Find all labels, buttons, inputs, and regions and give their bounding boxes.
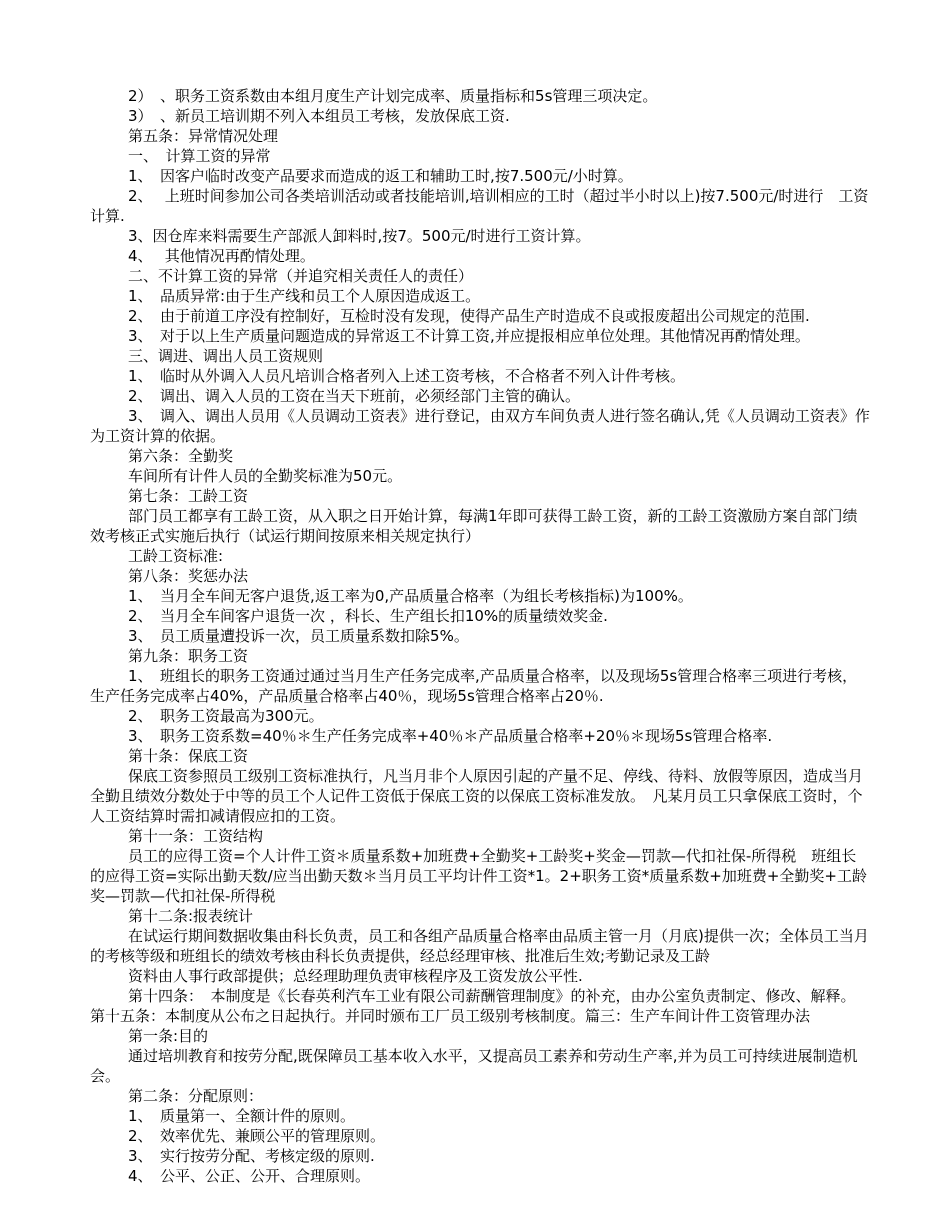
subsection-heading: 三、调进、调出人员工资规则 [128, 347, 324, 365]
paragraph: 通过培圳教育和按劳分配,既保障员工基本收入水平，又提高员工素养和劳动生产率,并为员工可持续进展制造机会。 [90, 1047, 858, 1085]
paragraph: 1、 当月全车间无客户退货,返工率为0,产品质量合格率（为组长考核指标)为100%。 [128, 587, 693, 605]
paragraph: 3、 调入、调出人员用《人员调动工资表》进行登记，由双方车间负责人进行签名确认,凭《人员调动工资表》作为工资计算的依据。 [90, 407, 870, 445]
section-heading: 第七条：工龄工资 [128, 487, 249, 505]
paragraph: 2、 当月全车间客户退货一次 ，科长、生产组长扣10%的质量绩效奖金. [128, 607, 608, 625]
paragraph: 1、 质量第一、全额计件的原则。 [128, 1107, 356, 1125]
paragraph: 1、 品质异常:由于生产线和员工个人原因造成返工。 [128, 287, 481, 305]
paragraph: 部门员工都享有工龄工资，从入职之日开始计算，每满1年即可获得工龄工资，新的工龄工资激励方案自部门绩效考核正式实施后执行（试运行期间按原来相关规定执行） [90, 507, 858, 545]
paragraph: 3） 、新员工培训期不列入本组员工考核，发放保底工资. [128, 107, 510, 125]
paragraph: 2、 效率优先、兼顾公平的管理原则。 [128, 1127, 386, 1145]
document-body [90, 86, 870, 1186]
section-heading: 第五条：异常情况处理 [128, 127, 279, 145]
paragraph: 1、 临时从外调入人员凡培训合格者列入上述工资考核，不合格者不列入计件考核。 [128, 367, 686, 385]
section-heading: 第二条：分配原则： [128, 1087, 264, 1105]
section-heading: 第十条：保底工资 [128, 747, 249, 765]
paragraph: 3、 职务工资系数=40％＊生产任务完成率+40％＊产品质量合格率+20％＊现场5s管理合格率. [128, 727, 773, 745]
paragraph: 车间所有计件人员的全勤奖标准为50元。 [128, 467, 403, 485]
paragraph: 4、 其他情况再酌情处理。 [128, 247, 315, 265]
section-heading: 第十一条：工资结构 [128, 827, 264, 845]
paragraph: 3、 实行按劳分配、考核定级的原则. [128, 1147, 375, 1165]
section-heading: 第十二条:报表统计 [128, 907, 254, 925]
subsection-heading: 一、 计算工资的异常 [128, 147, 271, 165]
paragraph: 3、 员工质量遭投诉一次，员工质量系数扣除5%。 [128, 627, 469, 645]
paragraph: 3、 对于以上生产质量问题造成的异常返工不计算工资,并应提报相应单位处理。其他情况再酌情处理。 [128, 327, 810, 345]
section-heading: 第一条:目的 [128, 1027, 209, 1045]
paragraph: 2、 上班时间参加公司各类培训活动或者技能培训,培训相应的工时（超过半小时以上)按7.500元/时进行 工资计算. [90, 187, 869, 225]
paragraph: 在试运行期间数据收集由科长负责，员工和各组产品质量合格率由品质主管一月（月底)提供一次；全体员工当月的考核等级和班组长的绩效考核由科长负责提供，经总经理审核、批准后生效;考勤记录及工龄 [90, 927, 869, 965]
paragraph: 保底工资参照员工级别工资标准执行，凡当月非个人原因引起的产量不足、停线、待料、放假等原因，造成当月全勤且绩效分数处于中等的员工个人记件工资低于保底工资的以保底工资标准发放。 凡某月员工只拿保底工资时，个人工资结算时需扣减请假应扣的工资。 [90, 767, 864, 825]
paragraph: 1、 因客户临时改变产品要求而造成的返工和辅助工时,按7.500元/小时算。 [128, 167, 633, 185]
subsection-heading: 二、不计算工资的异常（并追究相关责任人的责任） [128, 267, 474, 285]
paragraph: 第十四条： 本制度是《长春英利汽车工业有限公司薪酬管理制度》的补充，由办公室负责制定、修改、解释。 第十五条：本制度从公布之日起执行。并同时颁布工厂员工级别考核制度。篇三：生产车间计件工资管理办法 [90, 987, 864, 1025]
paragraph: 资料由人事行政部提供；总经理助理负责审核程序及工资发放公平性. [128, 967, 583, 985]
paragraph: 2、 调出、调入人员的工资在当天下班前，必须经部门主管的确认。 [128, 387, 581, 405]
section-heading: 第六条：全勤奖 [128, 447, 234, 465]
paragraph: 1、 班组长的职务工资通过通过当月生产任务完成率,产品质量合格率，以及现场5s管理合格率三项进行考核，生产任务完成率占40%，产品质量合格率占40％，现场5s管理合格率占20％. [90, 667, 858, 705]
paragraph: 4、 公平、公正、公开、合理原则。 [128, 1167, 371, 1185]
section-heading: 第八条：奖惩办法 [128, 567, 249, 585]
paragraph: 员工的应得工资=个人计件工资＊质量系数+加班费+全勤奖+工龄奖+奖金—罚款—代扣社保-所得税 班组长的应得工资=实际出勤天数/应当出勤天数＊当月员工平均计件工资*1。2+职务工资*质量系数+加班费+全勤奖+工龄奖—罚款—代扣社保-所得税 [90, 847, 867, 905]
paragraph: 2、 由于前道工序没有控制好，互检时没有发现，使得产品生产时造成不良或报废超出公司规定的范围. [128, 307, 810, 325]
paragraph: 2、 职务工资最高为300元。 [128, 707, 324, 725]
paragraph: 工龄工资标准: [128, 547, 224, 565]
paragraph: 2） 、职务工资系数由本组月度生产计划完成率、质量指标和5s管理三项决定。 [128, 87, 658, 105]
section-heading: 第九条：职务工资 [128, 647, 249, 665]
paragraph: 3、因仓库来料需要生产部派人卸料时,按7。500元/时进行工资计算。 [128, 227, 591, 245]
